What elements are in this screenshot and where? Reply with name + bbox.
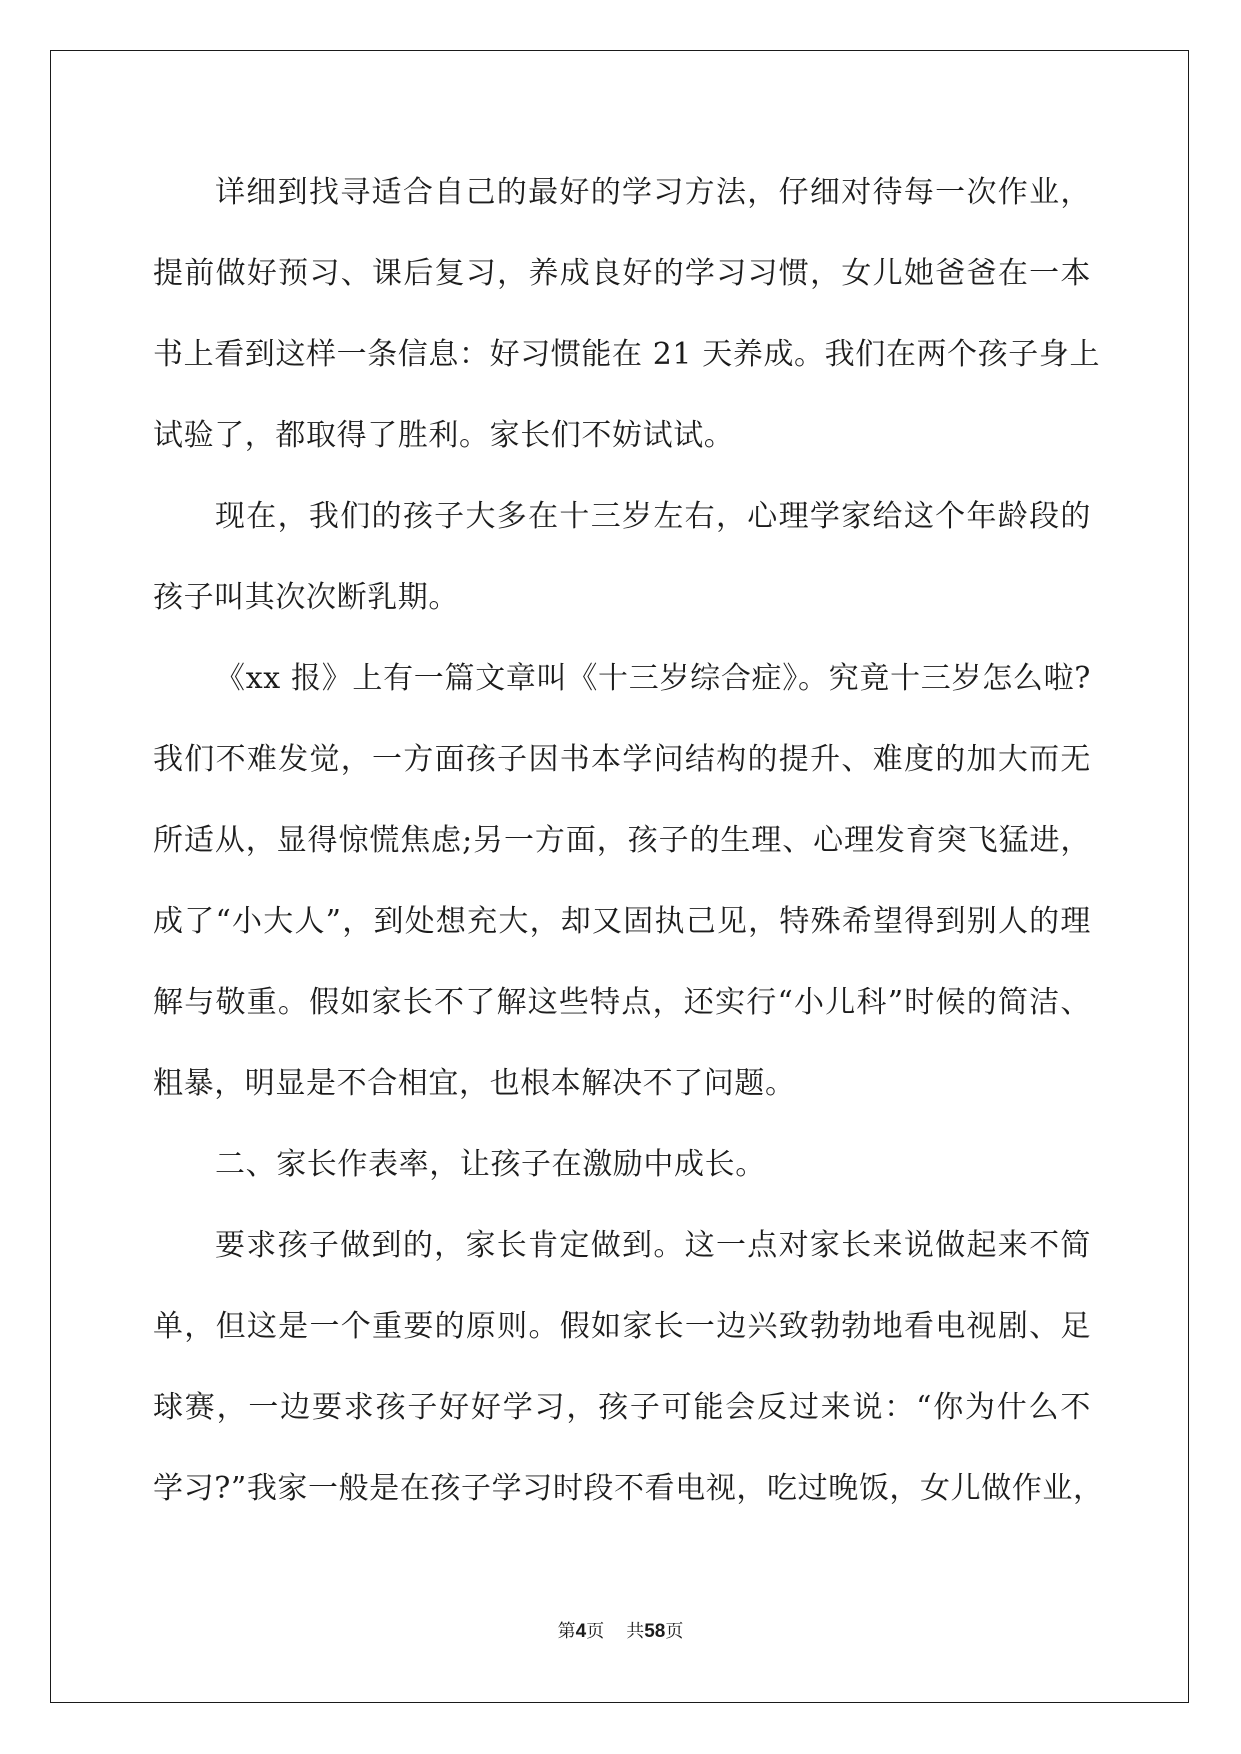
text-line: 解与敬重。假如家长不了解这些特点，还实行“小儿科”时候的简洁、 xyxy=(153,985,1091,1020)
text-line: 详细到找寻适合自己的最好的学习方法，仔细对待每一次作业， xyxy=(215,175,1091,210)
text-line: 球赛，一边要求孩子好好学习，孩子可能会反过来说：“你为什么不 xyxy=(153,1390,1091,1425)
text-line: 《xx 报》上有一篇文章叫《十三岁综合症》。究竟十三岁怎么啦? xyxy=(215,661,1091,696)
document-body xyxy=(153,152,1104,1529)
footer-total-prefix: 共 xyxy=(626,1621,645,1642)
text-line: 所适从，显得惊慌焦虑;另一方面，孩子的生理、心理发育突飞猛进， xyxy=(153,823,1091,858)
text-line: 现在，我们的孩子大多在十三岁左右，心理学家给这个年龄段的 xyxy=(215,499,1091,534)
page-footer xyxy=(0,1617,1241,1643)
text-line: 试验了，都取得了胜利。家长们不妨试试。 xyxy=(153,418,735,453)
footer-total-pages: 58 xyxy=(644,1621,666,1642)
text-line: 粗暴，明显是不合相宜，也根本解决不了问题。 xyxy=(153,1066,796,1101)
text-line: 孩子叫其次次断乳期。 xyxy=(153,580,459,615)
text-line: 书上看到这样一条信息：好习惯能在 21 天养成。我们在两个孩子身上 xyxy=(153,337,1101,372)
footer-total-suffix: 页 xyxy=(665,1621,684,1642)
text-line: 要求孩子做到的，家长肯定做到。这一点对家长来说做起来不简 xyxy=(215,1228,1091,1263)
text-line: 提前做好预习、课后复习，养成良好的学习习惯，女儿她爸爸在一本 xyxy=(153,256,1091,291)
text-line: 单，但这是一个重要的原则。假如家长一边兴致勃勃地看电视剧、足 xyxy=(153,1309,1091,1344)
text-line: 二、家长作表率，让孩子在激励中成长。 xyxy=(215,1147,766,1182)
footer-page-prefix: 第 xyxy=(557,1621,576,1642)
footer-page-suffix: 页 xyxy=(586,1621,605,1642)
text-line: 成了“小大人”，到处想充大，却又固执己见，特殊希望得到别人的理 xyxy=(153,904,1091,939)
footer-page-number: 4 xyxy=(575,1621,587,1642)
text-line: 学习?”我家一般是在孩子学习时段不看电视，吃过晚饭，女儿做作业， xyxy=(153,1471,1104,1506)
text-line: 我们不难发觉，一方面孩子因书本学问结构的提升、难度的加大而无 xyxy=(153,742,1091,777)
